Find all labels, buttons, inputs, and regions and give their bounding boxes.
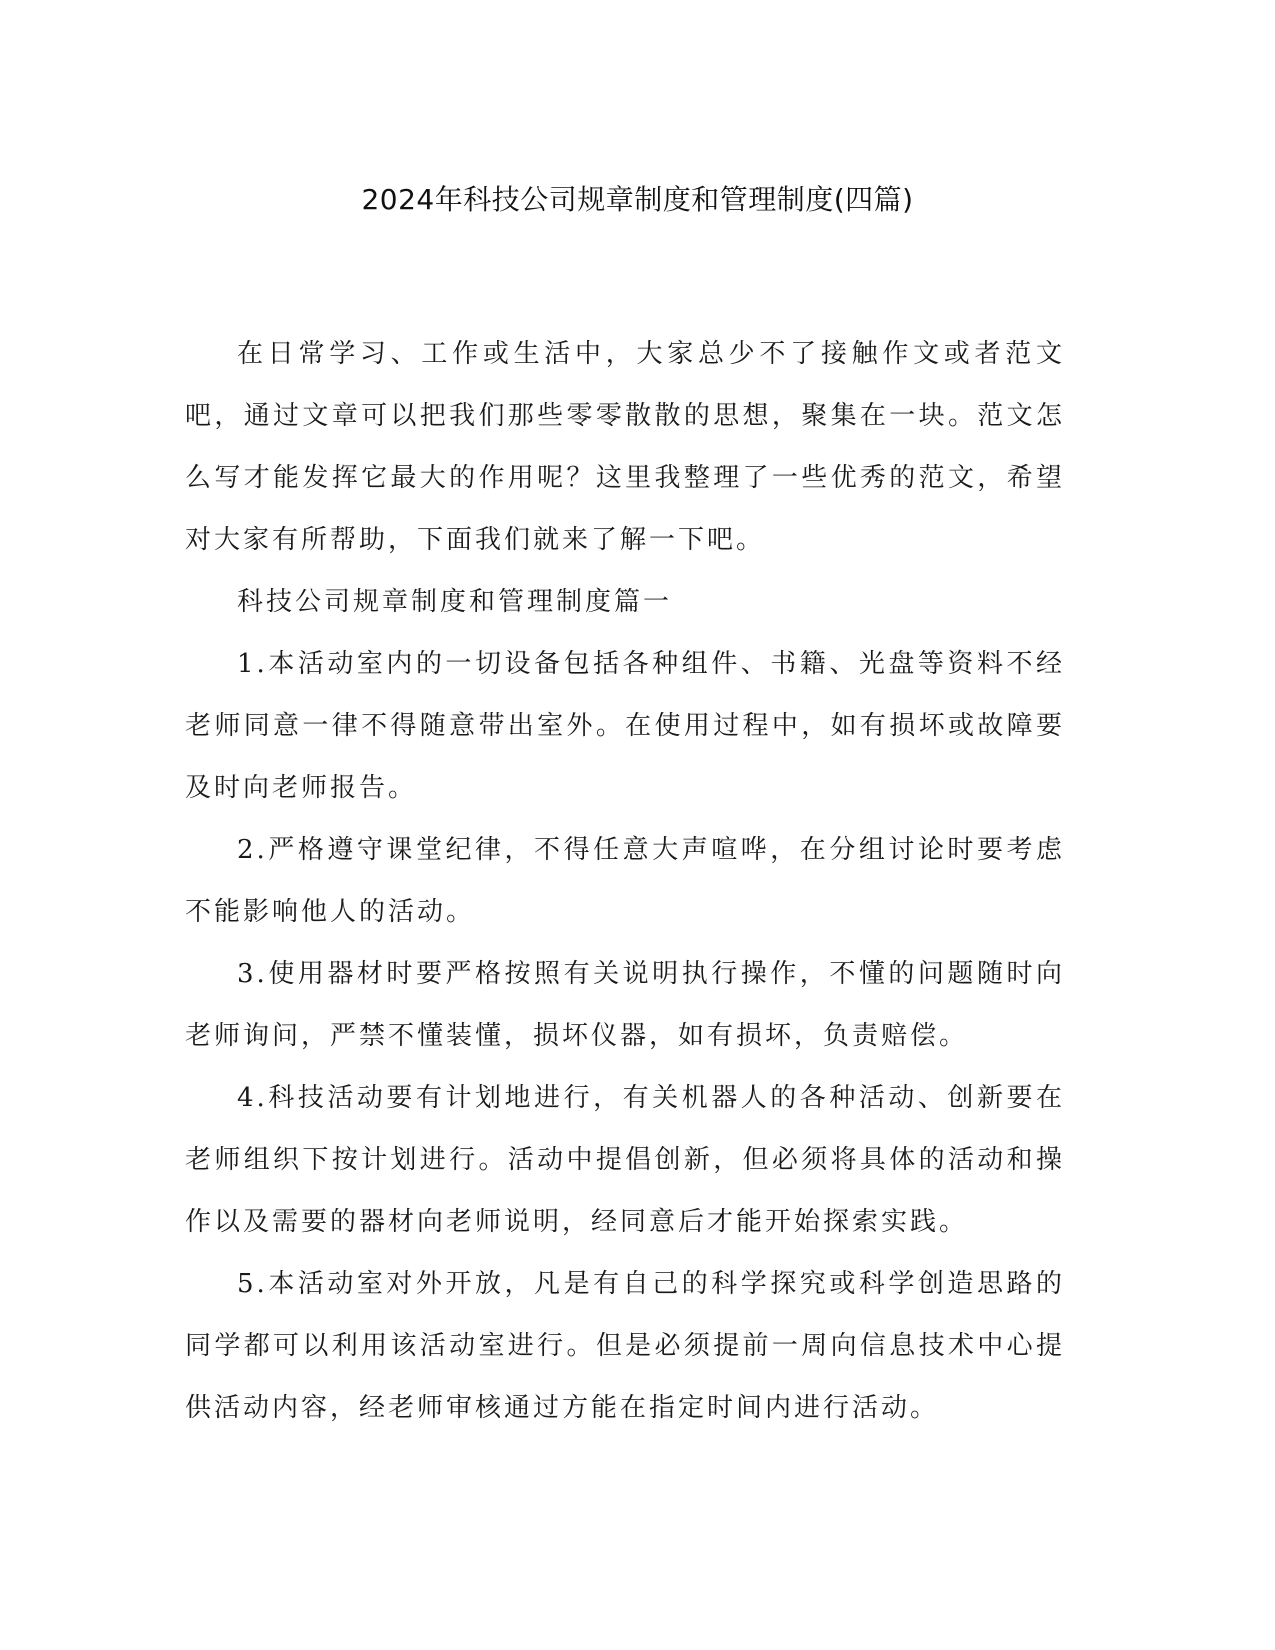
rule-paragraph-3: 3.使用器材时要严格按照有关说明执行操作，不懂的问题随时向老师询问，严禁不懂装懂，损坏仪器，如有损坏，负责赔偿。	[185, 959, 1065, 1051]
section-heading: 科技公司规章制度和管理制度篇一	[237, 587, 673, 617]
rule-paragraph-5: 5.本活动室对外开放，凡是有自己的科学探究或科学创造思路的同学都可以利用该活动室进行。但是必须提前一周向信息技术中心提供活动内容，经老师审核通过方能在指定时间内进行活动。	[185, 1269, 1065, 1423]
intro-paragraph: 在日常学习、工作或生活中，大家总少不了接触作文或者范文吧，通过文章可以把我们那些零零散散的思想，聚集在一块。范文怎么写才能发挥它最大的作用呢？这里我整理了一些优秀的范文，希望对大家有所帮助，下面我们就来了解一下吧。	[185, 339, 1065, 555]
document-body	[185, 323, 1065, 1439]
rule-paragraph-2: 2.严格遵守课堂纪律，不得任意大声喧哗，在分组讨论时要考虑不能影响他人的活动。	[185, 835, 1065, 927]
rule-paragraph-1: 1.本活动室内的一切设备包括各种组件、书籍、光盘等资料不经老师同意一律不得随意带出室外。在使用过程中，如有损坏或故障要及时向老师报告。	[185, 649, 1065, 803]
rule-paragraph-4: 4.科技活动要有计划地进行，有关机器人的各种活动、创新要在老师组织下按计划进行。活动中提倡创新，但必须将具体的活动和操作以及需要的器材向老师说明，经同意后才能开始探索实践。	[185, 1083, 1065, 1237]
document-title: 2024年科技公司规章制度和管理制度(四篇)	[361, 183, 914, 216]
